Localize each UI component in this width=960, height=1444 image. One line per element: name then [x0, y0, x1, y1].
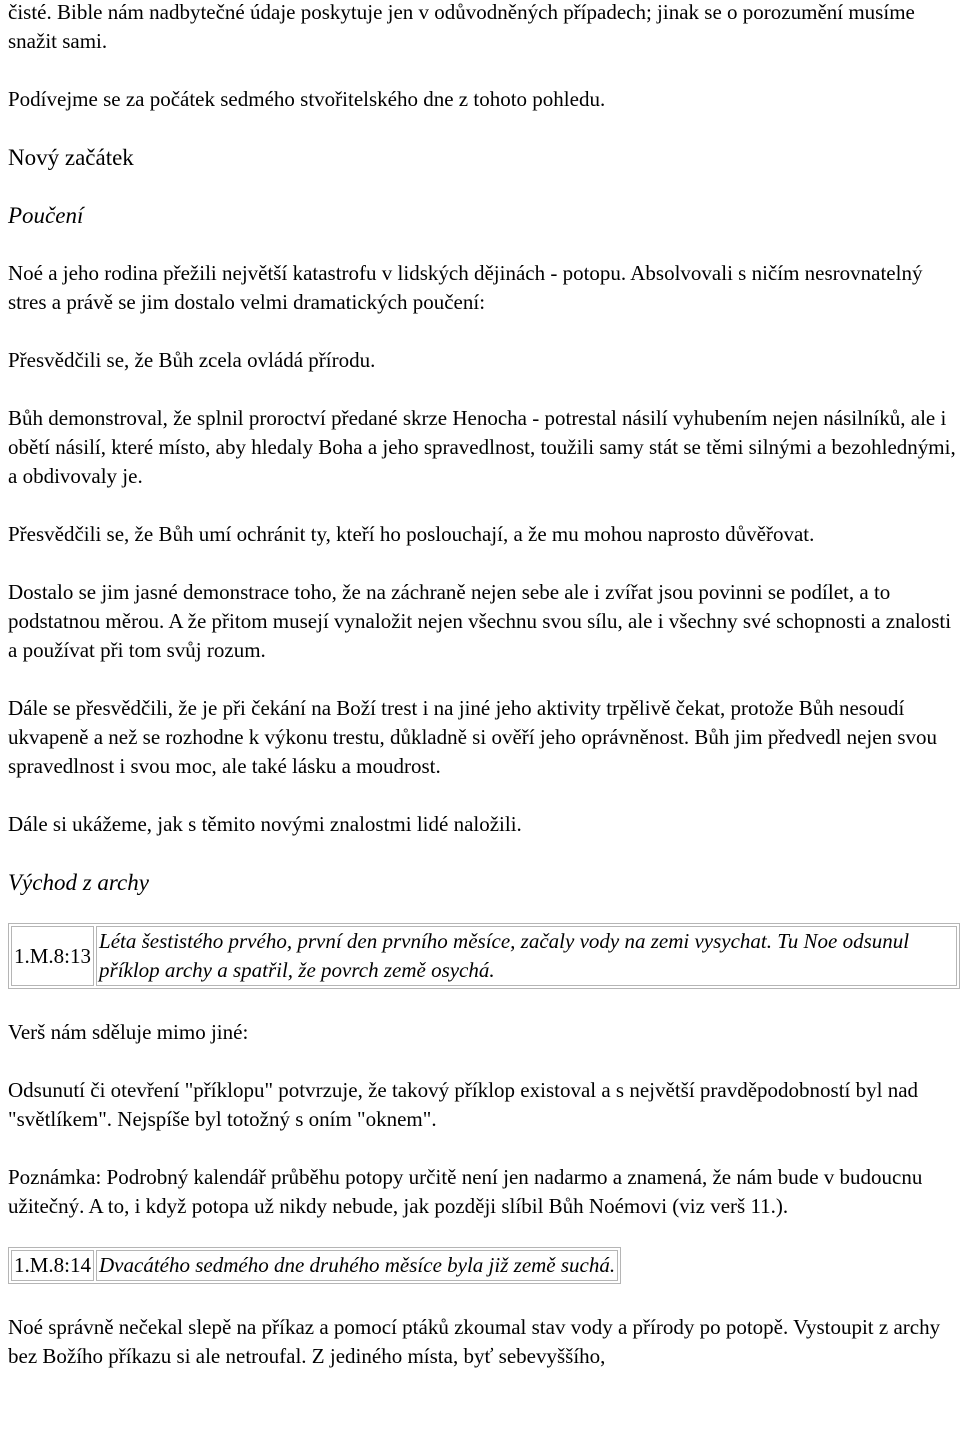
paragraph-god-controls-nature: Přesvědčili se, že Bůh zcela ovládá přírodu. — [8, 348, 376, 372]
paragraph-henoch-prophecy: Bůh demonstroval, že splnil proroctví předané skrze Henocha - potrestal násilí vyhubením nejen násilníků, ale i obětí násilí, které místo, aby hledaly Boha a jeho spravedlnost, toužili samy stát se těmi silnými a bezohlednými, a obdivovaly je. — [8, 406, 956, 488]
verse-row — [11, 1250, 618, 1281]
paragraph-noah-family: Noé a jeho rodina přežili největší katastrofu v lidských dějinách - potopu. Absolvovali s ničím nesrovnatelný stres a právě se jim dostalo velmi dramatických poučení: — [8, 261, 923, 314]
paragraph-patience: Dále se přesvědčili, že je při čekání na Boží trest i na jiné jeho aktivity trpělivě čekat, protože Bůh nesoudí ukvapeně a než se rozhodne k výkonu trestu, důkladně si ověří jeho oprávněnost. Bůh jim předvedl nejen svou spravedlnost i svou moc, ale také lásku a moudrost. — [8, 696, 938, 778]
paragraph-noah-waited: Noé správně nečekal slepě na příkaz a pomocí ptáků zkoumal stav vody a přírody po potopě. Vystoupit z archy bez Božího příkazu si ale netroufal. Z jediného místa, byť sebevyššího, — [8, 1315, 941, 1368]
verse-reference: 1.M.8:14 — [11, 1250, 94, 1281]
heading-lesson: Poučení — [8, 203, 84, 228]
verse-text: Léta šestistého prvého, první den prvního měsíce, začaly vody na zemi vysychat. Tu Noe odsunul příklop archy a spatřil, že povrch země osychá. — [96, 926, 957, 986]
paragraph-rescue-duty: Dostalo se jim jasné demonstrace toho, že na záchraně nejen sebe ale i zvířat jsou povinni se podílet, a to podstatnou měrou. A že přitom musejí vynaložit nejen všechnu svou sílu, ale i všechny své schopnosti a znalosti a používat při tom svůj rozum. — [8, 580, 952, 662]
verse-reference: 1.M.8:13 — [11, 926, 94, 986]
document-page — [8, 0, 956, 1371]
paragraph-seventh-day: Podívejme se za počátek sedmého stvořitelského dne z tohoto pohledu. — [8, 87, 606, 111]
heading-new-beginning: Nový začátek — [8, 145, 134, 170]
verse-row — [11, 926, 957, 986]
paragraph-god-protects: Přesvědčili se, že Bůh umí ochránit ty, kteří ho poslouchají, a že mu mohou naprosto důvěřovat. — [8, 522, 815, 546]
paragraph-intro-continuation: čisté. Bible nám nadbytečné údaje poskytuje jen v odůvodněných případech; jinak se o porozumění musíme snažit sami. — [8, 0, 915, 53]
heading-exit-from-ark: Východ z archy — [8, 870, 149, 895]
verse-table-8-14 — [8, 1247, 621, 1284]
verse-text: Dvacátého sedmého dne druhého měsíce byla již země suchá. — [96, 1250, 618, 1281]
paragraph-note-calendar: Poznámka: Podrobný kalendář průběhu potopy určitě není jen nadarmo a znamená, že nám bude v budoucnu užitečný. A to, i když potopa už nikdy nebude, jak později slíbil Bůh Noémovi (viz verš 11.). — [8, 1165, 923, 1218]
verse-table-8-13 — [8, 923, 960, 989]
paragraph-next: Dále si ukážeme, jak s těmito novými znalostmi lidé naložili. — [8, 812, 522, 836]
paragraph-hatch: Odsunutí či otevření "příklopu" potvrzuje, že takový příklop existoval a s největší pravděpodobností byl nad "světlíkem". Nejspíše byl totožný s oním "oknem". — [8, 1078, 919, 1131]
paragraph-verse-says: Verš nám sděluje mimo jiné: — [8, 1020, 249, 1044]
